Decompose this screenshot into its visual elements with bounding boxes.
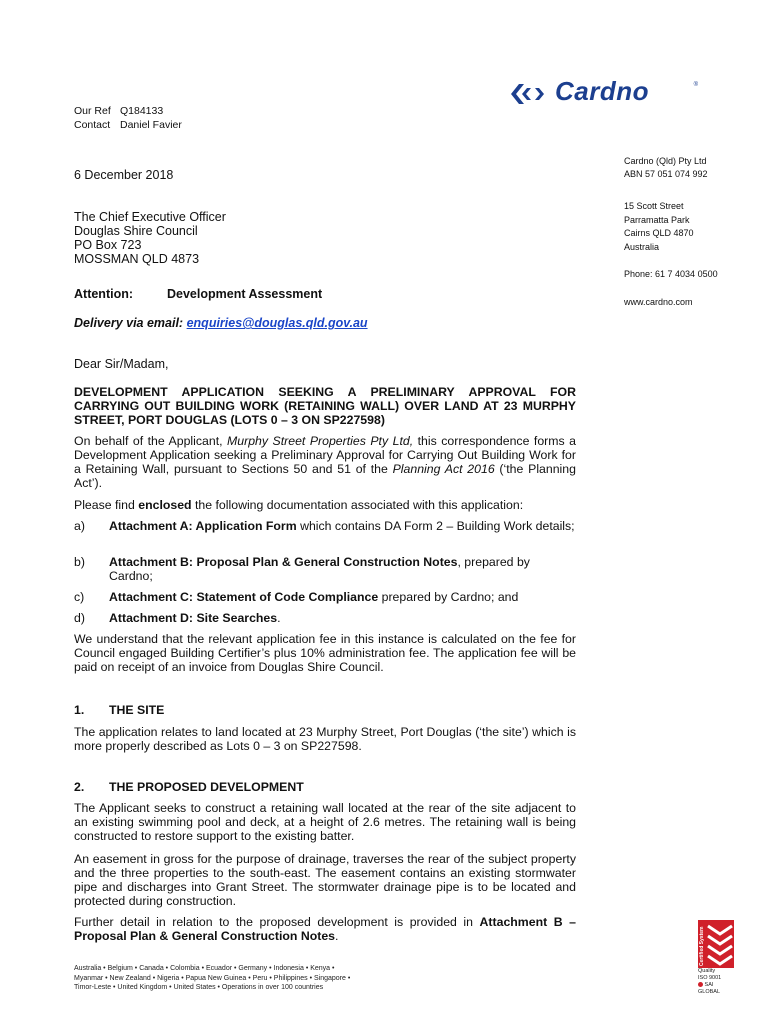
company-name: Cardno (Qld) Pty Ltd bbox=[624, 156, 707, 166]
attention-line bbox=[74, 287, 322, 301]
cert-org-name: SAI GLOBAL bbox=[698, 982, 721, 995]
certification-badge bbox=[698, 920, 734, 996]
list-item bbox=[74, 519, 576, 533]
address-line: Parramatta Park bbox=[624, 214, 690, 225]
attachment-desc: which contains DA Form 2 – Building Work details; bbox=[296, 519, 575, 533]
list-marker: b) bbox=[74, 555, 85, 569]
company-phone: Phone: 61 7 4034 0500 bbox=[624, 269, 718, 279]
section-title: THE PROPOSED DEVELOPMENT bbox=[109, 780, 304, 794]
enclosed-text-1: Please find bbox=[74, 498, 139, 512]
company-address bbox=[624, 200, 744, 254]
address-line: 15 Scott Street bbox=[624, 201, 684, 211]
attachment-desc: , prepared by Cardno; bbox=[109, 555, 530, 583]
list-marker: a) bbox=[74, 519, 85, 533]
development-paragraph-1: The Applicant seeks to construct a retaining wall located at the rear of the site adjacent to an existing swimming pool and deck, at a height of 2.6 metres. The retaining wall is being constructed to restore support to the existing batter. bbox=[74, 801, 576, 843]
cert-iso: ISO 9001 bbox=[698, 975, 722, 981]
attachment-desc: . bbox=[277, 611, 281, 625]
attachment-title: Attachment D: Site Searches bbox=[109, 611, 278, 625]
section-number: 1. bbox=[74, 703, 85, 717]
recipient-line: MOSSMAN QLD 4873 bbox=[74, 252, 200, 266]
cardno-logo-icon bbox=[505, 80, 555, 108]
company-abn: ABN 57 051 074 992 bbox=[624, 169, 708, 179]
footer-countries bbox=[74, 964, 350, 993]
intro-text-1: On behalf of the Applicant, bbox=[74, 434, 228, 448]
enclosed-text-2: the following documentation associated with this application: bbox=[191, 498, 524, 512]
letter-date: 6 December 2018 bbox=[74, 168, 174, 182]
salutation: Dear Sir/Madam, bbox=[74, 357, 169, 371]
intro-paragraph bbox=[74, 434, 576, 490]
delivery-label: Delivery via email: bbox=[74, 316, 184, 330]
recipient-line: Douglas Shire Council bbox=[74, 224, 198, 238]
attachment-reference: Attachment B – Proposal Plan & General Construction Notes bbox=[74, 915, 576, 943]
address-line: Cairns QLD 4870 bbox=[624, 228, 694, 238]
further-detail-text: Further detail in relation to the proposed development is provided in bbox=[74, 915, 480, 929]
list-marker: d) bbox=[74, 611, 85, 625]
reference-block bbox=[74, 104, 182, 132]
list-item bbox=[74, 611, 576, 625]
attachment-title: Attachment B: Proposal Plan & General Construction Notes bbox=[109, 555, 458, 569]
section-heading-site bbox=[74, 703, 164, 717]
site-paragraph: The application relates to land located at 23 Murphy Street, Port Douglas (‘the site’) which is more properly described as Lots 0 – 3 on SP227598. bbox=[74, 725, 576, 753]
delivery-line bbox=[74, 316, 368, 330]
recipient-line: The Chief Executive Officer bbox=[74, 210, 226, 224]
contact-value: Daniel Favier bbox=[120, 119, 182, 131]
fee-paragraph: We understand that the relevant application fee in this instance is calculated on the fee for Council engaged Building Certifier’s plus 10% administration fee. The application fee will be paid on receipt of an invoice from Douglas Shire Council. bbox=[74, 632, 576, 674]
enclosed-paragraph bbox=[74, 498, 576, 512]
logo-registered-mark: ® bbox=[693, 82, 698, 88]
certified-system-mark bbox=[698, 920, 734, 968]
cert-vertical-text: Certified System bbox=[699, 926, 705, 966]
intro-text-3: (‘the Planning Act’). bbox=[74, 462, 576, 490]
cardno-logo bbox=[505, 76, 700, 108]
our-ref-label: Our Ref bbox=[74, 105, 111, 117]
delivery-email-link[interactable]: enquiries@douglas.qld.gov.au bbox=[186, 316, 368, 330]
list-marker: c) bbox=[74, 590, 85, 604]
cert-quality: Quality bbox=[698, 968, 716, 974]
intro-text-2: this correspondence forms a Development Application seeking a Preliminary Approval for Carrying Out Building Work for a Retaining Wall, pursuant to Sections 50 and 51 of the bbox=[74, 434, 576, 476]
section-title: THE SITE bbox=[109, 703, 165, 717]
cert-org bbox=[698, 982, 734, 996]
list-item bbox=[74, 590, 576, 604]
our-ref-value: Q184133 bbox=[120, 105, 164, 117]
applicant-name: Murphy Street Properties Pty Ltd, bbox=[227, 434, 414, 448]
logo-wordmark: Cardno bbox=[555, 76, 649, 106]
attachment-title: Attachment A: Application Form bbox=[109, 519, 297, 533]
section-heading-proposed-development bbox=[74, 780, 304, 794]
attachment-title: Attachment C: Statement of Code Compliance bbox=[109, 590, 379, 604]
recipient-line: PO Box 723 bbox=[74, 238, 142, 252]
footer-line: Timor-Leste • United Kingdom • United States • Operations in over 100 countries bbox=[74, 984, 324, 991]
company-website[interactable]: www.cardno.com bbox=[624, 297, 693, 307]
list-item bbox=[74, 555, 576, 583]
enclosed-word: enclosed bbox=[138, 498, 192, 512]
footer-line: Myanmar • New Zealand • Nigeria • Papua New Guinea • Peru • Philippines • Singapore • bbox=[74, 974, 351, 982]
attention-value: Development Assessment bbox=[167, 287, 323, 301]
planning-act-name: Planning Act 2016 bbox=[392, 462, 495, 476]
recipient-address bbox=[74, 210, 226, 266]
section-number: 2. bbox=[74, 780, 85, 794]
development-paragraph-2: An easement in gross for the purpose of drainage, traverses the rear of the subject property and the three properties to the south-east. The easement contains an existing stormwater pipe and discharges into Grant Street. The stormwater drainage pipe is to be located and protected during construction. bbox=[74, 852, 576, 908]
letter-subject: DEVELOPMENT APPLICATION SEEKING A PRELIMINARY APPROVAL FOR CARRYING OUT BUILDING WORK (RETAINING WALL) OVER LAND AT 23 MURPHY STREET, PORT DOUGLAS (LOTS 0 – 3 ON SP227598) bbox=[74, 385, 576, 427]
footer-line: Australia • Belgium • Canada • Colombia • Ecuador • Germany • Indonesia • Kenya • bbox=[74, 965, 335, 972]
attention-label: Attention: bbox=[74, 287, 134, 301]
development-paragraph-3 bbox=[74, 915, 576, 943]
further-detail-end: . bbox=[335, 929, 339, 943]
sai-global-icon bbox=[698, 982, 703, 987]
address-line: Australia bbox=[624, 241, 660, 252]
attachment-desc: prepared by Cardno; and bbox=[378, 590, 519, 604]
contact-label: Contact bbox=[74, 119, 111, 131]
